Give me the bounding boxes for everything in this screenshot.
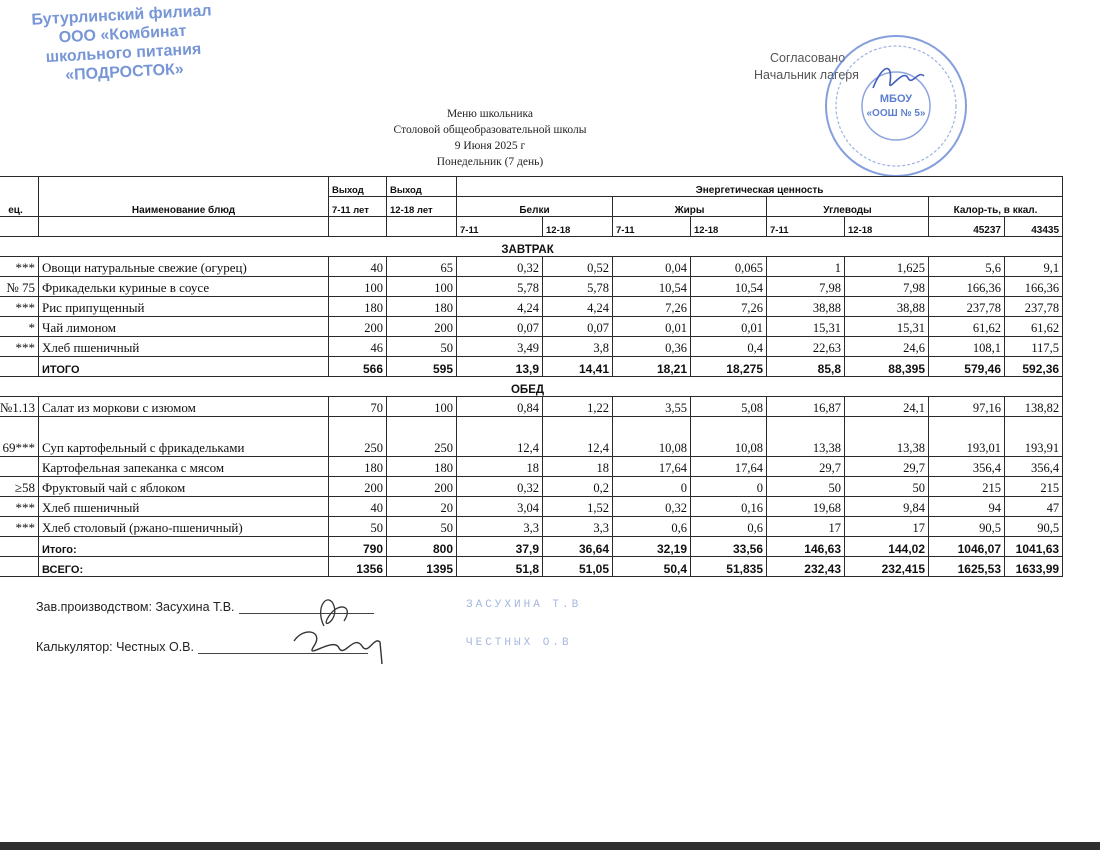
proteins-1218: 18 — [543, 457, 613, 477]
output-1218: 595 — [387, 357, 457, 377]
carbs-711: 232,43 — [767, 557, 845, 577]
carbs-1218: 232,415 — [845, 557, 929, 577]
recipe-code: *** — [0, 337, 39, 357]
proteins-1218: 3,8 — [543, 337, 613, 357]
output-711: 40 — [329, 497, 387, 517]
calories-1218: 138,82 — [1005, 397, 1063, 417]
output-1218: 200 — [387, 317, 457, 337]
calories-1218: 193,91 — [1005, 417, 1063, 457]
proteins-711: 18 — [457, 457, 543, 477]
carbs-711: 16,87 — [767, 397, 845, 417]
carbs-header: Углеводы — [767, 197, 929, 217]
proteins-1218: 14,41 — [543, 357, 613, 377]
scan-edge — [0, 842, 1100, 850]
col-output-1218-header: Выход — [387, 177, 457, 197]
carbs-1218: 50 — [845, 477, 929, 497]
carbs-711: 19,68 — [767, 497, 845, 517]
output-711: 70 — [329, 397, 387, 417]
output-1218: 250 — [387, 417, 457, 457]
proteins-1218: 12,4 — [543, 417, 613, 457]
output-1218: 800 — [387, 537, 457, 557]
calories-1218: 237,78 — [1005, 297, 1063, 317]
proteins-711: 0,07 — [457, 317, 543, 337]
calories-1218: 1041,63 — [1005, 537, 1063, 557]
fats-711: 10,08 — [613, 417, 691, 457]
output-711: 566 — [329, 357, 387, 377]
school-seal — [822, 32, 970, 180]
carbs-1218: 88,395 — [845, 357, 929, 377]
fats-711: 0 — [613, 477, 691, 497]
calories-711: 90,5 — [929, 517, 1005, 537]
calories-711: 1625,53 — [929, 557, 1005, 577]
lunch-section — [0, 377, 1063, 397]
fats-711: 32,19 — [613, 537, 691, 557]
proteins-711: 51,8 — [457, 557, 543, 577]
carbs-1218: 17 — [845, 517, 929, 537]
calories-711: 1046,07 — [929, 537, 1005, 557]
dish-name: ИТОГО — [39, 357, 329, 377]
carbs-1218: 1,625 — [845, 257, 929, 277]
total-row — [0, 537, 1063, 557]
fats-1218: 0,6 — [691, 517, 767, 537]
calories-1218: 1633,99 — [1005, 557, 1063, 577]
carbs-1218: 15,31 — [845, 317, 929, 337]
recipe-code — [0, 557, 39, 577]
cal-1218-value: 43435 — [1005, 217, 1063, 237]
table-row — [0, 257, 1063, 277]
fats-711: 0,36 — [613, 337, 691, 357]
carbs-711: 85,8 — [767, 357, 845, 377]
output-711: 200 — [329, 317, 387, 337]
stamp-line: «ПОДРОСТОК» — [64, 60, 185, 85]
output-711: 40 — [329, 257, 387, 277]
table-row — [0, 397, 1063, 417]
recipe-code: 69*** — [0, 417, 39, 457]
fats-1218: 0,01 — [691, 317, 767, 337]
fats-711: 0,04 — [613, 257, 691, 277]
recipe-code — [0, 457, 39, 477]
carbs-1218: 24,1 — [845, 397, 929, 417]
carbs-1218: 7,98 — [845, 277, 929, 297]
dish-name: Хлеб пшеничный — [39, 497, 329, 517]
lunch-total — [0, 537, 1063, 557]
table-row — [0, 477, 1063, 497]
calories-1218: 117,5 — [1005, 337, 1063, 357]
dish-name: Овощи натуральные свежие (огурец) — [39, 257, 329, 277]
calories-1218: 90,5 — [1005, 517, 1063, 537]
document-header — [330, 106, 650, 170]
carbs-1218: 9,84 — [845, 497, 929, 517]
recipe-code: *** — [0, 517, 39, 537]
output-1218: 200 — [387, 477, 457, 497]
calories-711: 97,16 — [929, 397, 1005, 417]
fats-711: 10,54 — [613, 277, 691, 297]
output-711: 200 — [329, 477, 387, 497]
proteins-711: 3,04 — [457, 497, 543, 517]
output-711: 790 — [329, 537, 387, 557]
table-row — [0, 497, 1063, 517]
calories-1218: 9,1 — [1005, 257, 1063, 277]
output-711: 1356 — [329, 557, 387, 577]
proteins-1218: 0,2 — [543, 477, 613, 497]
carbs-1218: 38,88 — [845, 297, 929, 317]
output-711: 180 — [329, 297, 387, 317]
seal-text: «ООШ № 5» — [866, 108, 926, 119]
output-1218: 65 — [387, 257, 457, 277]
calories-711: 5,6 — [929, 257, 1005, 277]
output-711: 250 — [329, 417, 387, 457]
table-row — [0, 337, 1063, 357]
dish-name: Рис припущенный — [39, 297, 329, 317]
proteins-header: Белки — [457, 197, 613, 217]
total-row — [0, 557, 1063, 577]
proteins-1218: 4,24 — [543, 297, 613, 317]
dish-name: ВСЕГО: — [39, 557, 329, 577]
proteins-711: 5,78 — [457, 277, 543, 297]
calories-711: 237,78 — [929, 297, 1005, 317]
proteins-1218: 0,07 — [543, 317, 613, 337]
output-1218: 100 — [387, 397, 457, 417]
calories-711: 94 — [929, 497, 1005, 517]
breakfast-section — [0, 237, 1063, 257]
recipe-code: №1.13 — [0, 397, 39, 417]
output-1218: 180 — [387, 297, 457, 317]
proteins-711: 13,9 — [457, 357, 543, 377]
chief-name-stamp: ЗАСУХИНА Т.В — [466, 599, 582, 611]
calories-1218: 166,36 — [1005, 277, 1063, 297]
col-output-711-header: Выход — [329, 177, 387, 197]
carbs-711: 146,63 — [767, 537, 845, 557]
recipe-code: *** — [0, 497, 39, 517]
proteins-1218: 5,78 — [543, 277, 613, 297]
carbs-711: 38,88 — [767, 297, 845, 317]
calories-711: 61,62 — [929, 317, 1005, 337]
fats-1218: 5,08 — [691, 397, 767, 417]
age-711-label: 7-11 — [613, 217, 691, 237]
breakfast-rows — [0, 257, 1063, 357]
company-stamp — [26, 1, 220, 87]
fats-711: 7,26 — [613, 297, 691, 317]
col-recipe-header: ец. — [0, 177, 39, 217]
stamp-line: Бутурлинский филиал — [31, 2, 212, 29]
proteins-711: 4,24 — [457, 297, 543, 317]
calories-711: 193,01 — [929, 417, 1005, 457]
fats-1218: 0,16 — [691, 497, 767, 517]
proteins-711: 12,4 — [457, 417, 543, 457]
carbs-1218: 144,02 — [845, 537, 929, 557]
fats-711: 3,55 — [613, 397, 691, 417]
calories-1218: 356,4 — [1005, 457, 1063, 477]
fats-1218: 51,835 — [691, 557, 767, 577]
output-1218: 180 — [387, 457, 457, 477]
proteins-1218: 1,22 — [543, 397, 613, 417]
recipe-code — [0, 357, 39, 377]
output-1218: 1395 — [387, 557, 457, 577]
fats-711: 18,21 — [613, 357, 691, 377]
fats-711: 0,01 — [613, 317, 691, 337]
col-dish-header: Наименование блюд — [39, 177, 329, 217]
proteins-1218: 0,52 — [543, 257, 613, 277]
carbs-711: 1 — [767, 257, 845, 277]
dish-name: Хлеб пшеничный — [39, 337, 329, 357]
approval-line: Начальник лагеря — [754, 68, 859, 82]
carbs-1218: 24,6 — [845, 337, 929, 357]
proteins-711: 37,9 — [457, 537, 543, 557]
lunch-rows — [0, 397, 1063, 537]
fats-711: 0,6 — [613, 517, 691, 537]
stamp-line: ООО «Комбинат — [58, 22, 187, 47]
calories-1218: 215 — [1005, 477, 1063, 497]
fats-1218: 17,64 — [691, 457, 767, 477]
director-signature — [868, 58, 928, 98]
doc-subtitle: Столовой общеобразовательной школы — [393, 124, 587, 136]
fats-711: 0,32 — [613, 497, 691, 517]
stamp-line: школьного питания — [45, 40, 202, 67]
age-711-label: 7-11 — [767, 217, 845, 237]
age-1218-label: 12-18 — [845, 217, 929, 237]
menu-table — [0, 176, 1063, 577]
proteins-711: 3,49 — [457, 337, 543, 357]
dish-name: Картофельная запеканка с мясом — [39, 457, 329, 477]
fats-711: 50,4 — [613, 557, 691, 577]
chief-label: Зав.производством: Засухина Т.В. — [36, 600, 235, 614]
recipe-code: *** — [0, 257, 39, 277]
proteins-711: 3,3 — [457, 517, 543, 537]
calories-711: 215 — [929, 477, 1005, 497]
output-711: 100 — [329, 277, 387, 297]
dish-name: Фрикадельки куриные в соусе — [39, 277, 329, 297]
table-row — [0, 417, 1063, 457]
carbs-711: 50 — [767, 477, 845, 497]
output-1218: 20 — [387, 497, 457, 517]
section-label: ЗАВТРАК — [0, 237, 1063, 257]
output-711: 50 — [329, 517, 387, 537]
doc-date: 9 Июня 2025 г — [454, 140, 526, 152]
cal-711-value: 45237 — [929, 217, 1005, 237]
calories-711: 579,46 — [929, 357, 1005, 377]
carbs-711: 22,63 — [767, 337, 845, 357]
col-output-1218-sub: 12-18 лет — [387, 197, 457, 217]
proteins-711: 0,32 — [457, 477, 543, 497]
section-label: ОБЕД — [0, 377, 1063, 397]
carbs-711: 17 — [767, 517, 845, 537]
proteins-1218: 51,05 — [543, 557, 613, 577]
age-711-label: 7-11 — [457, 217, 543, 237]
proteins-711: 0,84 — [457, 397, 543, 417]
calories-711: 108,1 — [929, 337, 1005, 357]
total-row — [0, 357, 1063, 377]
calories-header: Калор-ть, в ккал. — [929, 197, 1063, 217]
calories-1218: 592,36 — [1005, 357, 1063, 377]
carbs-1218: 29,7 — [845, 457, 929, 477]
proteins-1218: 36,64 — [543, 537, 613, 557]
fats-1218: 0 — [691, 477, 767, 497]
seal-text: МБОУ — [879, 93, 913, 105]
dish-name: Салат из моркови с изюмом — [39, 397, 329, 417]
output-1218: 100 — [387, 277, 457, 297]
output-1218: 50 — [387, 337, 457, 357]
calc-label: Калькулятор: Честных О.В. — [36, 640, 194, 654]
carbs-711: 29,7 — [767, 457, 845, 477]
calories-711: 356,4 — [929, 457, 1005, 477]
carbs-711: 13,38 — [767, 417, 845, 457]
output-711: 46 — [329, 337, 387, 357]
table-row — [0, 277, 1063, 297]
carbs-711: 7,98 — [767, 277, 845, 297]
calories-1218: 61,62 — [1005, 317, 1063, 337]
proteins-711: 0,32 — [457, 257, 543, 277]
carbs-711: 15,31 — [767, 317, 845, 337]
dish-name: Суп картофельный с фрикадельками — [39, 417, 329, 457]
breakfast-total — [0, 357, 1063, 377]
fats-711: 17,64 — [613, 457, 691, 477]
energy-header: Энергетическая ценность — [457, 177, 1063, 197]
recipe-code: ≥58 — [0, 477, 39, 497]
recipe-code: № 75 — [0, 277, 39, 297]
fats-1218: 10,08 — [691, 417, 767, 457]
table-row — [0, 317, 1063, 337]
dish-name: Итого: — [39, 537, 329, 557]
fats-header: Жиры — [613, 197, 767, 217]
doc-title: Меню школьника — [446, 108, 534, 120]
output-711: 180 — [329, 457, 387, 477]
grand-total — [0, 557, 1063, 577]
recipe-code — [0, 537, 39, 557]
fats-1218: 0,4 — [691, 337, 767, 357]
fats-1218: 10,54 — [691, 277, 767, 297]
handwritten-signatures — [284, 586, 404, 676]
output-1218: 50 — [387, 517, 457, 537]
table-row — [0, 297, 1063, 317]
proteins-1218: 1,52 — [543, 497, 613, 517]
table-header — [0, 177, 1063, 237]
age-1218-label: 12-18 — [691, 217, 767, 237]
dish-name: Хлеб столовый (ржано-пшеничный) — [39, 517, 329, 537]
age-1218-label: 12-18 — [543, 217, 613, 237]
calories-1218: 47 — [1005, 497, 1063, 517]
fats-1218: 33,56 — [691, 537, 767, 557]
fats-1218: 0,065 — [691, 257, 767, 277]
col-output-711-sub: 7-11 лет — [329, 197, 387, 217]
fats-1218: 18,275 — [691, 357, 767, 377]
calc-name-stamp: ЧЕСТНЫХ О.В — [466, 637, 572, 649]
calories-711: 166,36 — [929, 277, 1005, 297]
dish-name: Чай лимоном — [39, 317, 329, 337]
dish-name: Фруктовый чай с яблоком — [39, 477, 329, 497]
fats-1218: 7,26 — [691, 297, 767, 317]
doc-day: Понедельник (7 день) — [436, 156, 544, 168]
carbs-1218: 13,38 — [845, 417, 929, 457]
recipe-code: *** — [0, 297, 39, 317]
table-row — [0, 517, 1063, 537]
table-row — [0, 457, 1063, 477]
recipe-code: * — [0, 317, 39, 337]
approval-line: Согласовано — [770, 51, 846, 65]
proteins-1218: 3,3 — [543, 517, 613, 537]
